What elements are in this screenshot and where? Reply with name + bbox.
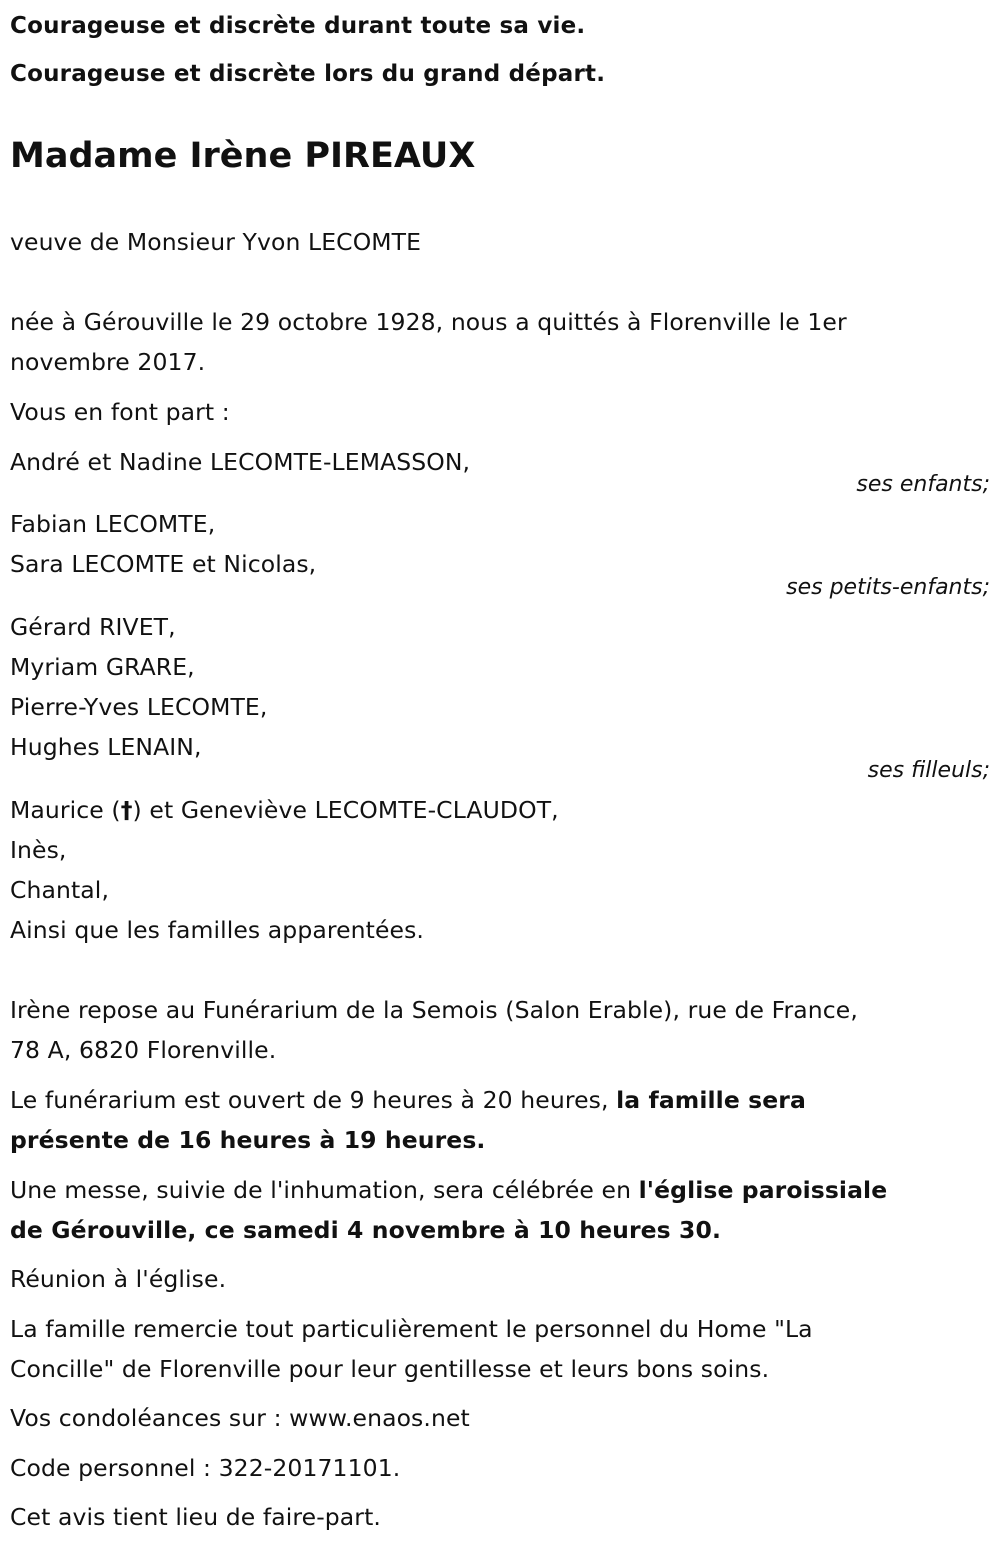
opening-hours-line-2	[10, 1120, 990, 1160]
rest-place-line-1: Irène repose au Funérarium de la Semois (Salon Erable), rue de France,	[10, 996, 858, 1024]
relative-name: Inès,	[10, 836, 67, 864]
child-name: André et Nadine LECOMTE-LEMASSON,	[10, 448, 471, 476]
motto-line-1: Courageuse et discrète durant toute sa vie.	[10, 13, 586, 39]
life-dates-line-2: novembre 2017.	[10, 348, 206, 376]
motto-line-2: Courageuse et discrète lors du grand départ.	[10, 61, 606, 87]
mass-text: Une messe, suivie de l'inhumation, sera célébrée en	[10, 1176, 639, 1204]
godchild-name: Myriam GRARE,	[10, 653, 195, 681]
opening-hours-text: Le funérarium est ouvert de 9 heures à 20 heures,	[10, 1086, 617, 1114]
cross-icon: †	[120, 796, 133, 824]
related-families: Ainsi que les familles apparentées.	[10, 916, 424, 944]
mass-date-time: de Gérouville, ce samedi 4 novembre à 10 heures 30.	[10, 1216, 721, 1244]
mass-line-2	[10, 1210, 990, 1250]
thanks-line-1: La famille remercie tout particulièrement le personnel du Home "La	[10, 1315, 813, 1343]
relation-children: ses enfants;	[856, 472, 990, 497]
notice-statement: Cet avis tient lieu de faire-part.	[10, 1503, 381, 1531]
condolences-info: Vos condoléances sur : www.enaos.net	[10, 1404, 470, 1432]
relation-godchildren: ses filleuls;	[867, 758, 990, 783]
rest-place-line-2: 78 A, 6820 Florenville.	[10, 1036, 277, 1064]
relative-name: Chantal,	[10, 876, 110, 904]
relative-maurice-after: ) et Geneviève LECOMTE-CLAUDOT,	[132, 796, 559, 824]
relation-grandchildren: ses petits-enfants;	[786, 575, 990, 600]
grandchild-name: Sara LECOMTE et Nicolas,	[10, 550, 317, 578]
announcement: Vous en font part :	[10, 398, 230, 426]
grandchild-name: Fabian LECOMTE,	[10, 510, 216, 538]
mass-church: l'église paroissiale	[638, 1176, 888, 1204]
meeting-info: Réunion à l'église.	[10, 1265, 227, 1293]
personal-code: Code personnel : 322-20171101.	[10, 1454, 401, 1482]
life-dates-line-1: née à Gérouville le 29 octobre 1928, nous a quittés à Florenville le 1er	[10, 308, 847, 336]
relative-maurice-line	[10, 790, 990, 830]
thanks-line-2: Concille" de Florenville pour leur gentillesse et leurs bons soins.	[10, 1355, 770, 1383]
widow-of-line: veuve de Monsieur Yvon LECOMTE	[10, 228, 422, 256]
godchild-name: Gérard RIVET,	[10, 613, 176, 641]
relative-maurice-before: Maurice (	[10, 796, 121, 824]
family-presence-hours: présente de 16 heures à 19 heures.	[10, 1126, 486, 1154]
mass-line-1	[10, 1170, 990, 1210]
godchild-name: Hughes LENAIN,	[10, 733, 202, 761]
family-presence-text: la famille sera	[616, 1086, 806, 1114]
opening-hours-line-1	[10, 1080, 990, 1120]
deceased-name: Madame Irène PIREAUX	[10, 136, 476, 176]
godchild-name: Pierre-Yves LECOMTE,	[10, 693, 268, 721]
